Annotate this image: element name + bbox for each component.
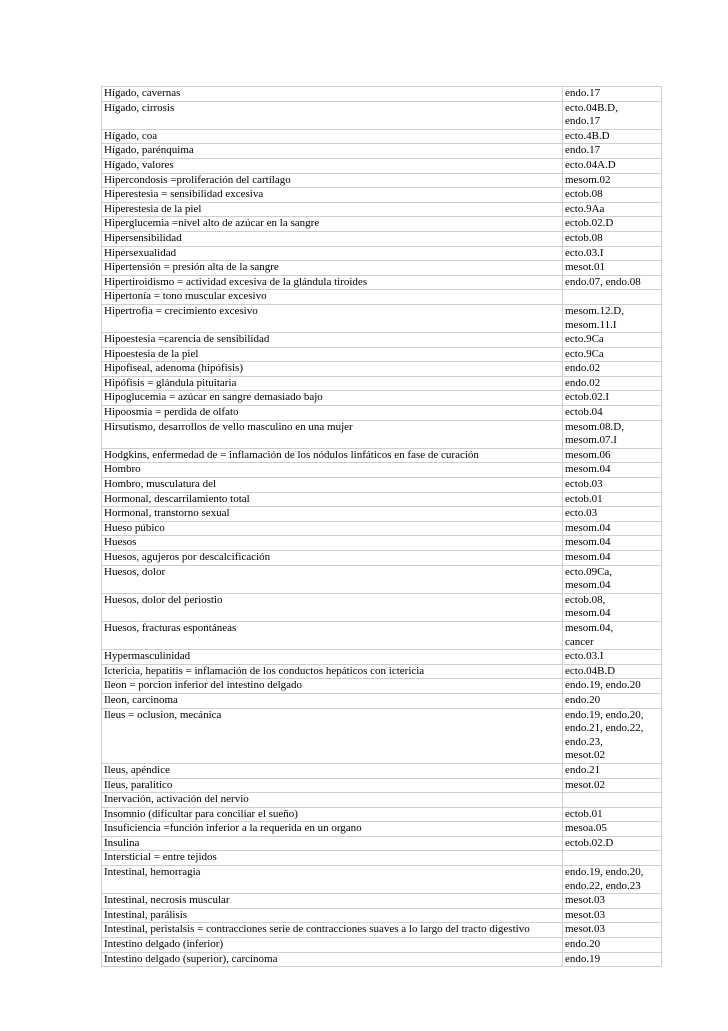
index-term: Intestinal, peristalsis = contracciones serie de contracciones suaves a lo largo del tracto digestivo: [102, 923, 563, 938]
index-code: mesot.03: [563, 908, 662, 923]
table-row: [102, 763, 662, 778]
index-code: endo.19, endo.20, endo.21, endo.22, endo.23, mesot.02: [563, 708, 662, 763]
table-row: [102, 778, 662, 793]
index-code: ecto.03.I: [563, 246, 662, 261]
index-term: Inervación, activación del nervio: [102, 793, 563, 808]
index-code: mesot.01: [563, 261, 662, 276]
table-row: [102, 478, 662, 493]
index-code: endo.17: [563, 144, 662, 159]
index-code: ectob.08, mesom.04: [563, 593, 662, 621]
table-row: [102, 708, 662, 763]
table-row: [102, 908, 662, 923]
index-code: ecto.4B.D: [563, 129, 662, 144]
table-row: [102, 836, 662, 851]
index-code: ecto.04A.D: [563, 158, 662, 173]
index-code: ectob.03: [563, 478, 662, 493]
index-term: Hormonal, transtorno sexual: [102, 507, 563, 522]
index-term: Huesos: [102, 536, 563, 551]
index-term: Huesos, dolor del periostio: [102, 593, 563, 621]
index-table: [101, 86, 662, 967]
index-code: endo.07, endo.08: [563, 275, 662, 290]
table-row: [102, 129, 662, 144]
table-row: [102, 536, 662, 551]
index-term: Hipertiroidismo = actividad excesiva de la glándula tiroides: [102, 275, 563, 290]
table-row: [102, 376, 662, 391]
table-row: [102, 679, 662, 694]
table-row: [102, 87, 662, 102]
index-term: Hipersexualidad: [102, 246, 563, 261]
index-code: ecto.9Ca: [563, 347, 662, 362]
index-code: ectob.02.D: [563, 217, 662, 232]
table-row: [102, 231, 662, 246]
index-term: Intestino delgado (superior), carcinoma: [102, 952, 563, 967]
table-row: [102, 507, 662, 522]
index-code: ecto.04B.D, endo.17: [563, 101, 662, 129]
table-row: [102, 851, 662, 866]
index-term: Hígado, cavernas: [102, 87, 563, 102]
table-row: [102, 304, 662, 332]
index-code: endo.20: [563, 693, 662, 708]
table-row: [102, 246, 662, 261]
index-term: Hígado, parénquima: [102, 144, 563, 159]
table-row: [102, 463, 662, 478]
table-row: [102, 217, 662, 232]
index-term: Intestinal, parálisis: [102, 908, 563, 923]
table-row: [102, 621, 662, 649]
table-row: [102, 202, 662, 217]
index-code: ectob.02.D: [563, 836, 662, 851]
index-code: ectob.02.I: [563, 391, 662, 406]
index-term: Huesos, agujeros por descalcificación: [102, 551, 563, 566]
index-code: mesom.04, cancer: [563, 621, 662, 649]
index-term: Insomnio (dificultar para conciliar el sueño): [102, 807, 563, 822]
table-row: [102, 807, 662, 822]
table-row: [102, 101, 662, 129]
index-table-body: [102, 87, 662, 967]
table-row: [102, 593, 662, 621]
table-row: [102, 362, 662, 377]
table-row: [102, 144, 662, 159]
index-code: [563, 793, 662, 808]
index-code: endo.17: [563, 87, 662, 102]
table-row: [102, 275, 662, 290]
table-row: [102, 565, 662, 593]
index-code: endo.02: [563, 362, 662, 377]
index-term: Insulina: [102, 836, 563, 851]
index-code: mesot.03: [563, 894, 662, 909]
index-code: ectob.01: [563, 807, 662, 822]
index-code: mesom.08.D, mesom.07.I: [563, 420, 662, 448]
index-code: mesot.03: [563, 923, 662, 938]
index-term: Ileus = oclusion, mecánica: [102, 708, 563, 763]
index-code: ectob.08: [563, 188, 662, 203]
table-row: [102, 406, 662, 421]
index-code: ectob.04: [563, 406, 662, 421]
index-term: Hipercondosis =proliferación del cartílago: [102, 173, 563, 188]
table-row: [102, 492, 662, 507]
table-row: [102, 391, 662, 406]
table-row: [102, 866, 662, 894]
index-term: Hormonal, descarrilamiento total: [102, 492, 563, 507]
index-code: [563, 851, 662, 866]
index-term: Intestinal, necrosis muscular: [102, 894, 563, 909]
index-term: Hígado, valores: [102, 158, 563, 173]
index-code: ecto.9Aa: [563, 202, 662, 217]
index-code: endo.19: [563, 952, 662, 967]
table-row: [102, 693, 662, 708]
index-term: Hodgkins, enfermedad de = inflamación de los nódulos linfáticos en fase de curación: [102, 448, 563, 463]
table-row: [102, 420, 662, 448]
index-code: endo.21: [563, 763, 662, 778]
index-code: mesom.02: [563, 173, 662, 188]
index-term: Ileus, paralitico: [102, 778, 563, 793]
table-row: [102, 347, 662, 362]
index-code: mesoa.05: [563, 822, 662, 837]
index-term: Hipófisis = glándula pituitaria: [102, 376, 563, 391]
index-term: Ileon, carcinoma: [102, 693, 563, 708]
index-code: ecto.03: [563, 507, 662, 522]
table-row: [102, 923, 662, 938]
index-term: Intersticial = entre tejidos: [102, 851, 563, 866]
index-term: Ileus, apéndice: [102, 763, 563, 778]
index-code: mesom.04: [563, 521, 662, 536]
index-code: mesom.06: [563, 448, 662, 463]
index-code: [563, 290, 662, 305]
index-term: Intestino delgado (inferior): [102, 938, 563, 953]
index-code: mesom.04: [563, 551, 662, 566]
index-term: Ictericia, hepatitis = inflamación de los conductos hepáticos con ictericia: [102, 664, 563, 679]
index-code: ecto.03.I: [563, 650, 662, 665]
index-term: Insuficiencia =función inferior a la requerida en un organo: [102, 822, 563, 837]
index-term: Hígado, coa: [102, 129, 563, 144]
table-row: [102, 173, 662, 188]
table-row: [102, 952, 662, 967]
index-code: ecto.04B.D: [563, 664, 662, 679]
index-code: mesom.04: [563, 463, 662, 478]
table-row: [102, 551, 662, 566]
table-row: [102, 664, 662, 679]
index-term: Hirsutismo, desarrollos de vello masculino en una mujer: [102, 420, 563, 448]
index-term: Hombro: [102, 463, 563, 478]
table-row: [102, 158, 662, 173]
index-term: Hipertrofia = crecimiento excesivo: [102, 304, 563, 332]
index-term: Hypermasculinidad: [102, 650, 563, 665]
table-row: [102, 793, 662, 808]
table-row: [102, 650, 662, 665]
index-term: Huesos, fracturas espontáneas: [102, 621, 563, 649]
index-term: Hiperestesia = sensibilidad excesiva: [102, 188, 563, 203]
table-row: [102, 822, 662, 837]
index-term: Hipertonía = tono muscular excesivo: [102, 290, 563, 305]
table-row: [102, 521, 662, 536]
index-code: endo.19, endo.20: [563, 679, 662, 694]
index-term: Hiperglucemia =nivel alto de azúcar en la sangre: [102, 217, 563, 232]
index-code: mesom.04: [563, 536, 662, 551]
index-code: endo.19, endo.20, endo.22, endo.23: [563, 866, 662, 894]
table-row: [102, 894, 662, 909]
index-term: Hipoosmia = perdida de olfato: [102, 406, 563, 421]
index-term: Hombro, musculatura del: [102, 478, 563, 493]
table-row: [102, 290, 662, 305]
index-code: endo.20: [563, 938, 662, 953]
index-code: ecto.09Ca, mesom.04: [563, 565, 662, 593]
index-term: Hipoestesia de la piel: [102, 347, 563, 362]
table-row: [102, 261, 662, 276]
table-row: [102, 938, 662, 953]
index-code: ectob.01: [563, 492, 662, 507]
index-code: mesom.12.D, mesom.11.I: [563, 304, 662, 332]
index-code: ectob.08: [563, 231, 662, 246]
index-term: Hipersensibilidad: [102, 231, 563, 246]
index-code: ecto.9Ca: [563, 333, 662, 348]
index-term: Hipoglucemia = azúcar en sangre demasiado bajo: [102, 391, 563, 406]
table-row: [102, 188, 662, 203]
index-code: mesot.02: [563, 778, 662, 793]
index-term: Hipofiseal, adenoma (hipófisis): [102, 362, 563, 377]
index-term: Hiperestesia de la piel: [102, 202, 563, 217]
index-term: Hipertensión = presión alta de la sangre: [102, 261, 563, 276]
index-term: Hígado, cirrosis: [102, 101, 563, 129]
index-term: Hipoestesia =carencia de sensibilidad: [102, 333, 563, 348]
index-term: Ileon = porcion inferior del intestino delgado: [102, 679, 563, 694]
index-code: endo.02: [563, 376, 662, 391]
index-term: Hueso púbico: [102, 521, 563, 536]
table-row: [102, 333, 662, 348]
index-term: Huesos, dolor: [102, 565, 563, 593]
table-row: [102, 448, 662, 463]
index-term: Intestinal, hemorragia: [102, 866, 563, 894]
